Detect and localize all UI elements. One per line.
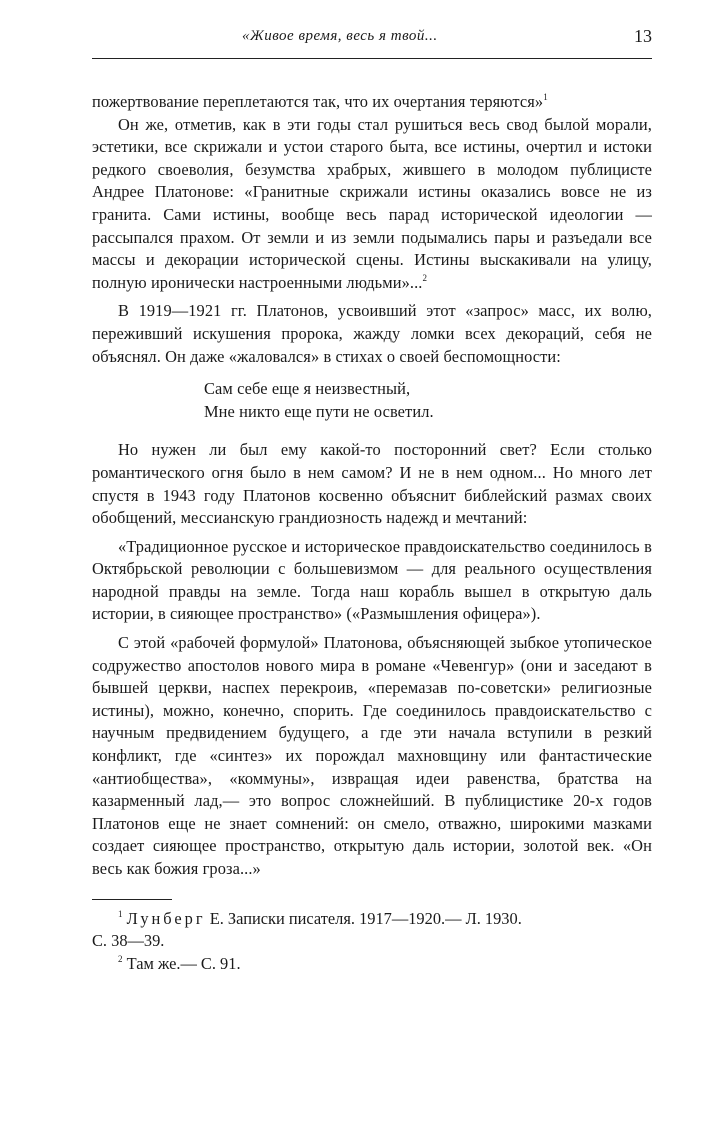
paragraph-2: [92, 114, 652, 295]
paragraph-3: В 1919—1921 гг. Платонов, усвоивший этот «запрос» масс, их волю, переживший искушения пророка, жажду ломки всех декораций, себя не объяснял. Он даже «жаловался» в стихах о своей беспомощности:: [92, 301, 652, 366]
footnote-1-text: Е. Записки писателя. 1917—1920.— Л. 1930.: [209, 908, 522, 928]
paragraph-2-text: Он же, отметив, как в эти годы стал рушиться весь свод былой морали, эстетики, все скрижали и устои старого быта, все истины, очертил и истоки редкого своеволия, безумства храбрых, жившего в молодом публицисте Андрее Платонове: «Гранитные скрижали истины оказались вовсе не из гранита. Сами истины, вообще весь парад исторической идеологии — рассыпался прахом. От земли и из земли подымались пары и разъедали все массы и декорации исторической сцены. Истины выскакивали на улицу, полную иронически настроенными людьми»...: [92, 114, 652, 292]
footnote-1-author: Лунберг: [126, 908, 206, 928]
poem-quote: [204, 378, 652, 423]
poem-line-1: Сам себе еще я неизвестный,: [204, 379, 411, 399]
footnote-1-continuation: С. 38—39.: [92, 931, 165, 951]
footnote-ref-1: 1: [543, 92, 548, 102]
page-number: 13: [634, 26, 652, 46]
paragraph-6: С этой «рабочей формулой» Платонова, объясняющей зыбкое утопическое содружество апостолов нового мира в романе «Чевенгур» (они и заседают в бывшей церкви, наспех перекроив, «перемазав по-советски» религиозные истины), можно, конечно, спорить. Где соединилось правдоискательство с научным предвидением будущего, а где эти начала вступили в резкий конфликт, где «синтез» их порождал махновщину или фантастические «антиобщества», «коммуны», извращая идеи равенства, братства на казарменный лад,— это вопрос сложнейший. В публицистике 20-х годов Платонов еще не знает сомнений: он смело, отважно, широкими мазками создает сияющее пространство, открытую даль истории, золотой век. «Он весь как божия гроза...»: [92, 633, 652, 878]
running-header: [92, 24, 652, 59]
footnote-2: [92, 953, 652, 976]
running-title: «Живое время, весь я твой...: [242, 28, 438, 44]
footnote-1: [92, 908, 652, 931]
paragraph-1-text: пожертвование переплетаются так, что их очертания теряются»: [92, 92, 544, 111]
book-page: [92, 24, 652, 975]
footnote-divider: [92, 899, 172, 900]
footnote-2-text: Там же.— С. 91.: [126, 953, 241, 973]
footnotes: [92, 908, 652, 976]
paragraph-1: [92, 91, 652, 114]
footnote-2-mark: 2: [118, 953, 123, 964]
footnote-1-mark: 1: [118, 908, 123, 919]
poem-line-2: Мне никто еще пути не осветил.: [204, 401, 434, 421]
footnote-ref-2: 2: [422, 272, 428, 283]
main-text: [92, 91, 652, 881]
paragraph-4: Но нужен ли был ему какой-то посторонний свет? Если столько романтического огня было в нем самом? И не в нем одном... Но много лет спустя в 1943 году Платонов косвенно объяснит библейский размах своих обобщений, мессианскую грандиозность надежд и мечтаний:: [92, 440, 652, 528]
paragraph-5: «Традиционное русское и историческое правдоискательство соединилось в Октябрьской революции с большевизмом — для реального осуществления народной правды на земле. Тогда наш корабль вышел в открытую даль истории, в сияющее пространство» («Размышления офицера»).: [92, 536, 652, 624]
